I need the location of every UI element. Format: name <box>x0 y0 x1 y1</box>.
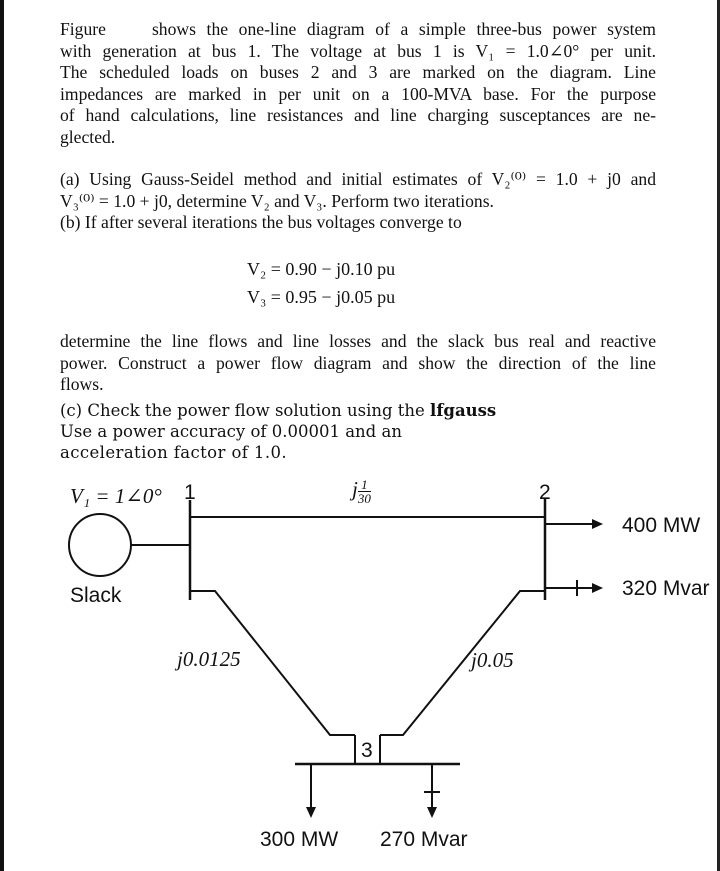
bus-1-number: 1 <box>184 481 196 504</box>
bus-3-number: 3 <box>361 739 373 762</box>
bus-2-p-arrow-icon <box>592 519 603 529</box>
bus-2-load-p: 400 MW <box>622 514 701 537</box>
bus-2-number: 2 <box>539 481 551 504</box>
part-b-line-3: flows. <box>60 374 104 394</box>
line-1-2-numerator: 1 <box>358 478 371 492</box>
part-a-line-1: (a) Using Gauss-Seidel method and initial estimates of V₂⁽⁰⁾ = 1.0 + j0 and <box>60 169 656 189</box>
intro-line-2: with generation at bus 1. The voltage at bus 1 is V₁ = 1.0∠0° per unit. <box>60 40 656 61</box>
part-c-line-3: acceleration factor of 1.0. <box>60 443 288 462</box>
slack-generator-symbol <box>69 514 131 576</box>
line-1-2-impedance <box>352 477 371 505</box>
intro-line-6: glected. <box>60 126 116 147</box>
line-1-2-fraction <box>358 478 371 505</box>
bus-3-p-arrow-icon <box>306 807 316 818</box>
line-1-2-denominator: 30 <box>357 490 371 506</box>
part-b-line-2: power. Construct a power flow diagram and show the direction of the line <box>60 352 656 373</box>
slack-label: Slack <box>70 584 122 607</box>
line-1-3-impedance: j0.0125 <box>177 647 241 671</box>
part-b-line-1: determine the line flows and line losses and the slack bus real and reactive <box>60 331 656 351</box>
bus-2-load-q: 320 Mvar <box>622 577 710 600</box>
equation-v2: V₂ = 0.90 − j0.10 pu <box>247 259 396 279</box>
intro-line-3: The scheduled loads on buses 2 and 3 are marked on the diagram. Line <box>60 62 656 82</box>
line-2-3 <box>380 591 545 735</box>
intro-line-5: of hand calculations, line resistances and line charging susceptances are ne- <box>60 105 656 125</box>
part-b-lead: (b) If after several iterations the bus voltages converge to <box>60 212 462 232</box>
bus-2-q-arrow-icon <box>592 583 603 593</box>
part-c-line-2: Use a power accuracy of 0.00001 and an <box>60 422 402 441</box>
bus-3-load-p: 300 MW <box>260 828 339 851</box>
line-1-2-j: j <box>352 477 358 501</box>
part-a-line-2: V₃⁽⁰⁾ = 1.0 + j0, determine V₂ and V₃. Perform two iterations. <box>60 190 494 211</box>
lfgauss-program-name: lfgauss <box>430 401 497 420</box>
bus-3-load-q: 270 Mvar <box>380 828 468 851</box>
line-2-3-impedance: j0.05 <box>471 648 514 672</box>
bus-3-q-arrow-icon <box>427 807 437 818</box>
intro-line-1-text: shows the one-line diagram of a simple three-bus power system <box>151 19 656 39</box>
intro-line-4: impedances are marked in per unit on a 100-MVA base. For the purpose <box>60 83 656 104</box>
part-c-line-1-text: (c) Check the power flow solution using the <box>60 401 425 420</box>
v1-label: V₁ = 1∠0° <box>70 484 162 508</box>
equation-v3: V₃ = 0.95 − j0.05 pu <box>247 287 396 307</box>
figure-word: Figure <box>60 19 106 39</box>
